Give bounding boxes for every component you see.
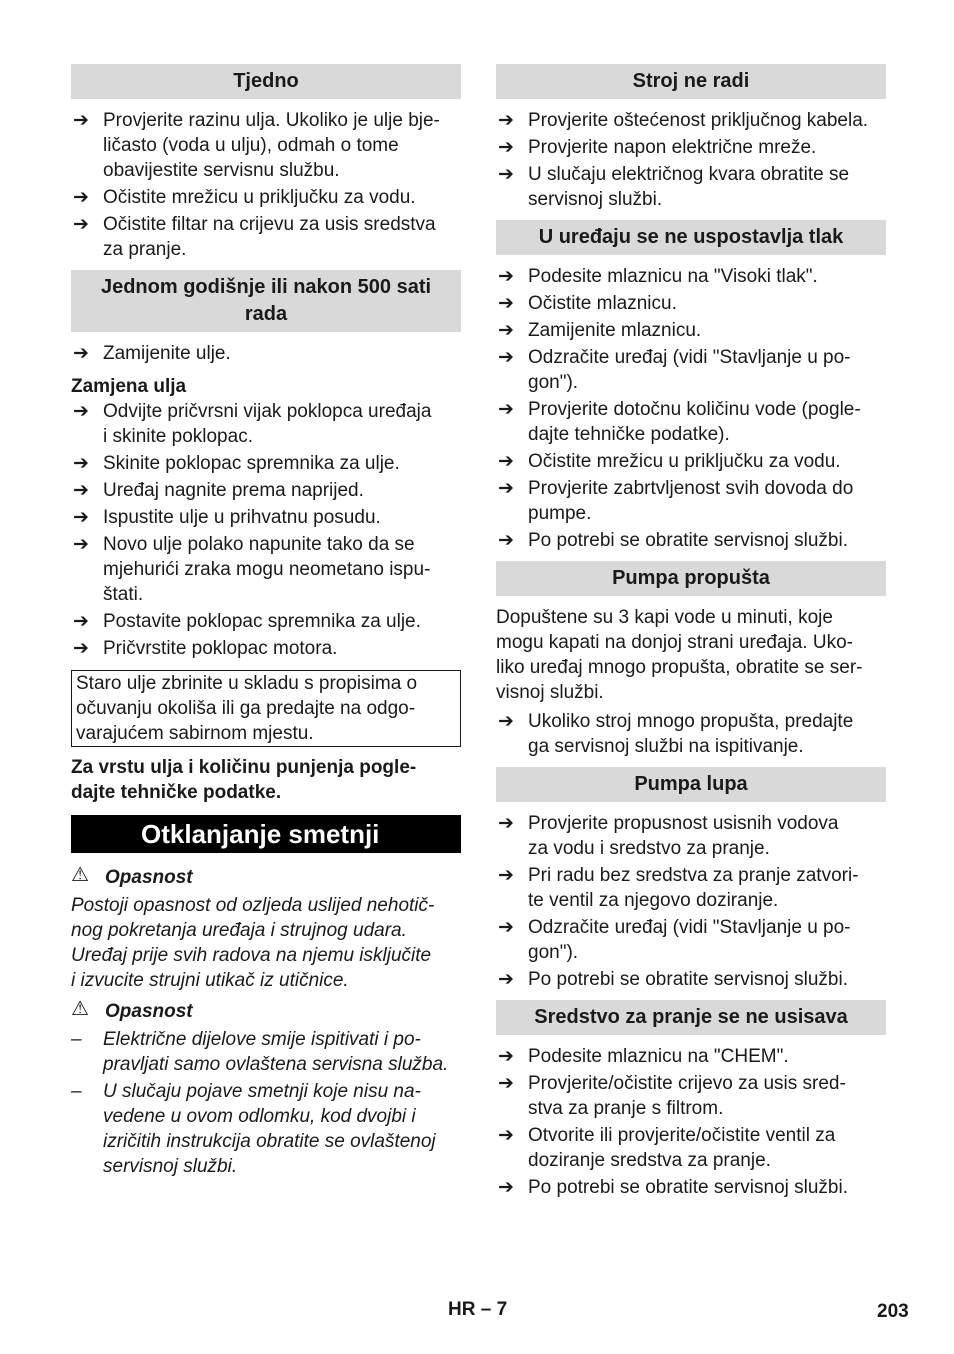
arrow-right-icon: ➔ (73, 187, 89, 208)
list-item-text: Otvorite ili provjerite/očistite ventil za doziranje sredstva za pranje. (528, 1125, 836, 1171)
arrow-right-icon: ➔ (498, 1073, 514, 1094)
list-item-text: Ispustite ulje u prihvatnu posudu. (103, 507, 381, 528)
list-item-text: Odzračite uređaj (vidi "Stavljanje u po- gon"). (528, 347, 851, 393)
arrow-right-icon: ➔ (498, 293, 514, 314)
footer-page-number: 203 (877, 1301, 909, 1322)
arrow-right-icon: ➔ (73, 480, 89, 501)
danger-label-1 (71, 865, 461, 890)
left-column (71, 64, 461, 1181)
arrow-right-icon: ➔ (73, 214, 89, 235)
arrow-right-icon: ➔ (498, 451, 514, 472)
section-head-godisnje: Jednom godišnje ili nakon 500 sati rada (71, 270, 461, 332)
arrow-right-icon: ➔ (73, 638, 89, 659)
arrow-right-icon: ➔ (498, 1125, 514, 1146)
list-item (496, 915, 886, 965)
arrow-right-icon: ➔ (73, 343, 89, 364)
list-stroj (496, 108, 886, 212)
list-item (496, 318, 886, 343)
section-head-sredstvo: Sredstvo za pranje se ne usisava (496, 1000, 886, 1035)
list-item-text: Zamijenite ulje. (103, 343, 231, 364)
list-item-text: Provjerite propusnost usisnih vodova za vodu i sredstvo za pranje. (528, 813, 839, 859)
arrow-right-icon: ➔ (73, 534, 89, 555)
list-item-text: Novo ulje polako napunite tako da se mjehurići zraka mogu neometano ispu- štati. (103, 534, 431, 605)
list-item (496, 162, 886, 212)
list-item (71, 341, 461, 366)
list-item-text: Električne dijelove smije ispitivati i po- pravljati samo ovlaštena servisna služba. (103, 1029, 449, 1075)
list-item-text: Odvijte pričvrsni vijak poklopca uređaja i skinite poklopac. (103, 401, 432, 447)
list-item-text: Postavite poklopac spremnika za ulje. (103, 611, 421, 632)
danger-label-text: Opasnost (105, 1001, 193, 1022)
list-item-text: Po potrebi se obratite servisnoj službi. (528, 530, 848, 551)
section-head-lupa: Pumpa lupa (496, 767, 886, 802)
list-item (496, 1071, 886, 1121)
arrow-right-icon: ➔ (73, 401, 89, 422)
list-item (496, 449, 886, 474)
warning-icon: ⚠ (71, 998, 89, 1020)
arrow-right-icon: ➔ (73, 507, 89, 528)
list-zamjena (71, 399, 461, 661)
list-item (71, 1079, 461, 1179)
list-item (71, 451, 461, 476)
list-item (71, 505, 461, 530)
oil-spec-note: Za vrstu ulja i količinu punjenja pogle- dajte tehničke podatke. (71, 757, 417, 803)
list-item (496, 345, 886, 395)
danger-label-text: Opasnost (105, 867, 193, 888)
list-item (496, 811, 886, 861)
list-propusta (496, 709, 886, 759)
arrow-right-icon: ➔ (73, 110, 89, 131)
arrow-right-icon: ➔ (498, 1046, 514, 1067)
list-tlak (496, 264, 886, 553)
footer-section-number: HR – 7 (448, 1299, 508, 1320)
arrow-right-icon: ➔ (498, 266, 514, 287)
chapter-title: Otklanjanje smetnji (71, 815, 461, 853)
list-tjedno (71, 108, 461, 262)
list-item-text: U slučaju pojave smetnji koje nisu na- vedene u ovom odlomku, kod dvojbi i izričitih instrukcija obratite se ovlaštenoj servisnoj službi. (103, 1081, 436, 1177)
list-item-text: Provjerite razinu ulja. Ukoliko je ulje bje- ličasto (voda u ulju), odmah o tome obavijestite servisnu službu. (103, 110, 440, 181)
list-item-text: U slučaju električnog kvara obratite se servisnoj službi. (528, 164, 850, 210)
list-lupa (496, 811, 886, 992)
list-item-text: Po potrebi se obratite servisnoj službi. (528, 1177, 848, 1198)
arrow-right-icon: ➔ (498, 865, 514, 886)
list-item (71, 532, 461, 607)
dash-bullet-icon: – (71, 1029, 82, 1050)
list-item-text: Po potrebi se obratite servisnoj službi. (528, 969, 848, 990)
list-item-text: Ukoliko stroj mnogo propušta, predajte ga servisnoj službi na ispitivanje. (528, 711, 854, 757)
arrow-right-icon: ➔ (73, 611, 89, 632)
arrow-right-icon: ➔ (73, 453, 89, 474)
danger-text-1: Postoji opasnost od ozljeda uslijed nehotič- nog pokretanja uređaja i strujnog udara. Uređaj prije svih radova na njemu isključite i izvucite strujni utikač iz utičnice. (71, 895, 435, 991)
subhead-zamjena-ulja: Zamjena ulja (71, 376, 187, 397)
list-item-text: Provjerite oštećenost priključnog kabela. (528, 110, 869, 131)
list-item (71, 212, 461, 262)
danger-label-2 (71, 999, 461, 1024)
list-item (496, 135, 886, 160)
list-item-text: Očistite mrežicu u priključku za vodu. (528, 451, 841, 472)
list-item-text: Skinite poklopac spremnika za ulje. (103, 453, 400, 474)
right-column (496, 64, 886, 1202)
environment-note-box: Staro ulje zbrinite u skladu s propisima o očuvanju okoliša ili ga predajte na odgo- varajućem sabirnom mjestu. (71, 670, 461, 747)
warning-icon: ⚠ (71, 864, 89, 886)
arrow-right-icon: ➔ (498, 347, 514, 368)
list-sredstvo (496, 1044, 886, 1200)
list-item-text: Provjerite dotočnu količinu vode (pogle- dajte tehničke podatke). (528, 399, 861, 445)
list-item-text: Provjerite napon električne mreže. (528, 137, 817, 158)
arrow-right-icon: ➔ (498, 164, 514, 185)
list-item-text: Pričvrstite poklopac motora. (103, 638, 338, 659)
list-item-text: Zamijenite mlaznicu. (528, 320, 702, 341)
list-godisnje (71, 341, 461, 366)
list-item (496, 108, 886, 133)
arrow-right-icon: ➔ (498, 530, 514, 551)
list-item (71, 108, 461, 183)
list-item-text: Pri radu bez sredstva za pranje zatvori- te ventil za njegovo doziranje. (528, 865, 859, 911)
list-item-text: Očistite mlaznicu. (528, 293, 677, 314)
section-head-tlak: U uređaju se ne uspostavlja tlak (496, 220, 886, 255)
arrow-right-icon: ➔ (498, 711, 514, 732)
list-item (496, 1044, 886, 1069)
list-item (71, 609, 461, 634)
section-head-propusta: Pumpa propušta (496, 561, 886, 596)
arrow-right-icon: ➔ (498, 969, 514, 990)
list-item (496, 709, 886, 759)
list-item (496, 863, 886, 913)
list-item (71, 185, 461, 210)
list-item (496, 476, 886, 526)
list-item-text: Očistite mrežicu u priključku za vodu. (103, 187, 416, 208)
list-item (496, 1175, 886, 1200)
arrow-right-icon: ➔ (498, 1177, 514, 1198)
list-item (496, 397, 886, 447)
list-item-text: Očistite filtar na crijevu za usis sredstva za pranje. (103, 214, 436, 260)
arrow-right-icon: ➔ (498, 399, 514, 420)
list-item-text: Provjerite/očistite crijevo za usis sred- stva za pranje s filtrom. (528, 1073, 846, 1119)
list-item (496, 1123, 886, 1173)
arrow-right-icon: ➔ (498, 320, 514, 341)
list-item-text: Uređaj nagnite prema naprijed. (103, 480, 364, 501)
list-item (71, 478, 461, 503)
arrow-right-icon: ➔ (498, 478, 514, 499)
section-head-tjedno: Tjedno (71, 64, 461, 99)
section-head-stroj: Stroj ne radi (496, 64, 886, 99)
arrow-right-icon: ➔ (498, 917, 514, 938)
list-item (496, 528, 886, 553)
list-item-text: Podesite mlaznicu na "Visoki tlak". (528, 266, 818, 287)
list-item (71, 399, 461, 449)
propusta-paragraph: Dopuštene su 3 kapi vode u minuti, koje mogu kapati na donjoj strani uređaja. Uko- liko uređaj mnogo propušta, obratite se ser- visnoj službi. (496, 607, 863, 703)
list-item (71, 636, 461, 661)
arrow-right-icon: ➔ (498, 110, 514, 131)
arrow-right-icon: ➔ (498, 137, 514, 158)
list-danger2 (71, 1027, 461, 1179)
list-item-text: Podesite mlaznicu na "CHEM". (528, 1046, 789, 1067)
list-item (496, 291, 886, 316)
dash-bullet-icon: – (71, 1081, 82, 1102)
list-item (71, 1027, 461, 1077)
list-item (496, 967, 886, 992)
list-item-text: Odzračite uređaj (vidi "Stavljanje u po- gon"). (528, 917, 851, 963)
list-item (496, 264, 886, 289)
arrow-right-icon: ➔ (498, 813, 514, 834)
list-item-text: Provjerite zabrtvljenost svih dovoda do pumpe. (528, 478, 854, 524)
